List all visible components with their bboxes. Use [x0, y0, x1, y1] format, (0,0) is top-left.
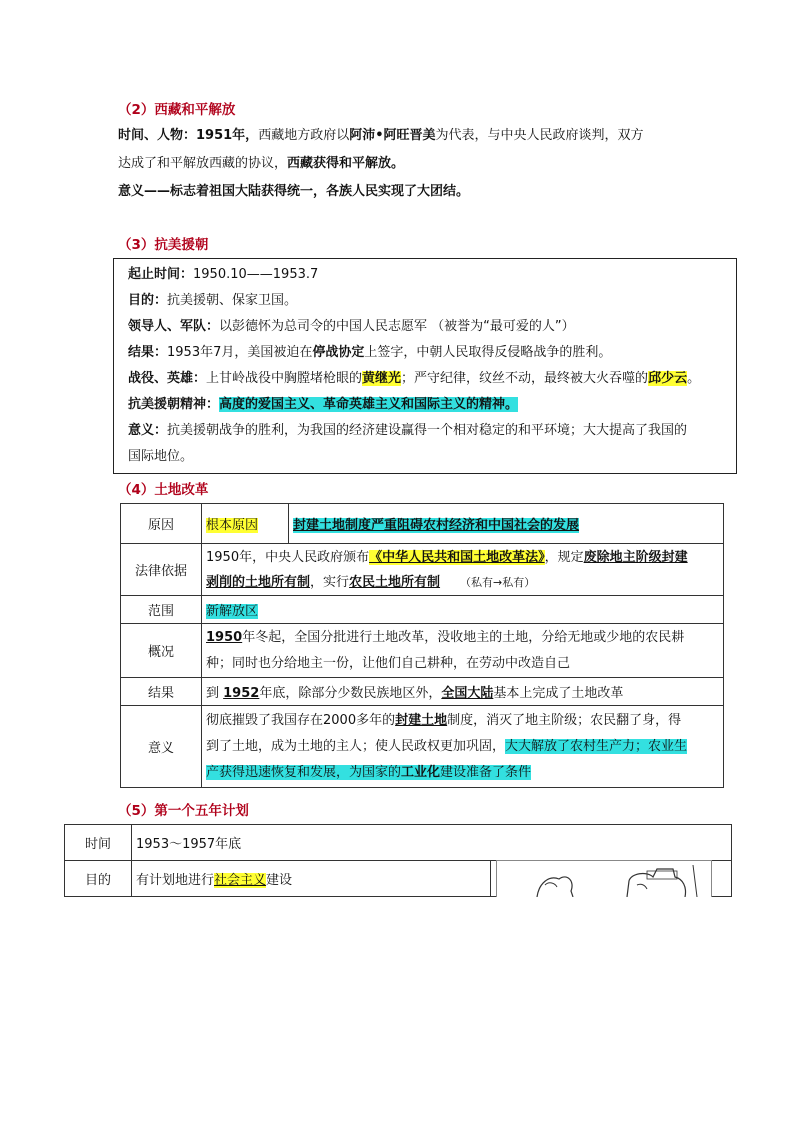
sec2-liberation: 西藏获得和平解放。 — [287, 156, 405, 171]
sec2-time-person: 时间、人物：1951年， — [118, 128, 259, 143]
sec2-representative: 阿沛•阿旺晋美 — [349, 128, 436, 143]
sec3-spirit-highlight: 高度的爱国主义、革命英雄主义和国际主义的精神。 — [219, 397, 519, 412]
row-label-cause: 原因 — [121, 504, 202, 544]
row-label-significance: 意义 — [121, 706, 202, 788]
table-row: 概况 1950年冬起，全国分批进行土地改革，没收地主的土地，分给无地或少地的农民耕 种；同时也分给地主一份，让他们自己耕种，在劳动中改造自己 — [121, 624, 724, 678]
sec2-line-2: 达成了和平解放西藏的协议，西藏获得和平解放。 — [118, 156, 405, 171]
scope-value: 新解放区 — [206, 604, 259, 619]
sec3-meaning: 意义：抗美援朝战争的胜利，为我国的经济建设赢得一个相对稳定的和平环境；大大提高了我国的 — [128, 423, 688, 438]
row-label-legal: 法律依据 — [121, 544, 202, 596]
hero-huang-jiguang: 黄继光 — [362, 371, 402, 386]
sec3-leader: 领导人、军队：以彭德怀为总司令的中国人民志愿军 （被誉为“最可爱的人”） — [128, 319, 575, 334]
plan-time-value: 1953～1957年底 — [132, 825, 732, 861]
land-reform-law: 《中华人民共和国土地改革法》 — [369, 549, 545, 565]
cartoon-sketch-icon — [497, 861, 711, 897]
section-2-title: （2）西藏和平解放 — [118, 102, 236, 118]
table-row: 结果 到 1952年底，除部分少数民族地区外，全国大陆基本上完成了土地改革 — [121, 678, 724, 706]
table-row: 意义 彻底摧毁了我国存在2000多年的封建土地制度，消灭了地主阶级；农民翻了身，得 到了土地，成为土地的主人；使人民政权更加巩固，大大解放了农村生产力；农业生 产获得迅速恢复和发展，为国家的工业化建设准备了条件 — [121, 706, 724, 788]
root-cause-label: 根本原因 — [206, 518, 259, 533]
cartoon-illustration — [496, 860, 712, 897]
table-row — [121, 596, 724, 624]
sec3-result: 结果：1953年7月，美国被迫在停战协定上签字，中朝人民取得反侵略战争的胜利。 — [128, 345, 612, 360]
section-5-title: （5）第一个五年计划 — [118, 803, 249, 819]
root-cause-value: 封建土地制度严重阻碍农村经济和中国社会的发展 — [293, 518, 580, 533]
sec3-time: 起止时间：1950.10——1953.7 — [128, 267, 319, 282]
sec3-meaning-cont: 国际地位。 — [128, 449, 194, 464]
row-label-overview: 概况 — [121, 624, 202, 678]
row-label-scope: 范围 — [121, 596, 202, 624]
table-row — [121, 504, 724, 544]
sec3-spirit: 抗美援朝精神：高度的爱国主义、革命英雄主义和国际主义的精神。 — [128, 397, 519, 412]
table-row — [65, 825, 732, 861]
land-reform-table — [120, 503, 724, 788]
hero-qiu-shaoyun: 邱少云 — [648, 371, 688, 386]
section-3-title: （3）抗美援朝 — [118, 237, 209, 253]
sec3-goal: 目的：抗美援朝、保家卫国。 — [128, 293, 298, 308]
sec3-box — [113, 258, 737, 474]
row-label-result: 结果 — [121, 678, 202, 706]
table-row: 法律依据 1950年，中央人民政府颁布《中华人民共和国土地改革法》，规定废除地主阶级封建 剥削的土地所有制，实行农民土地所有制 （私有→私有） — [121, 544, 724, 596]
sec2-meaning: 意义——标志着祖国大陆获得统一，各族人民实现了大团结。 — [118, 184, 470, 199]
row-label-goal: 目的 — [65, 861, 132, 897]
table-row: 目的 有计划地进行社会主义建设 — [65, 861, 732, 897]
row-label-time: 时间 — [65, 825, 132, 861]
sec3-heroes: 战役、英雄：上甘岭战役中胸膛堵枪眼的黄继光；严守纪律，纹丝不动，最终被大火吞噬的邱少云。 — [128, 371, 701, 386]
section-4-title: （4）土地改革 — [118, 482, 209, 498]
sec2-line-1: 时间、人物：1951年，西藏地方政府以阿沛•阿旺晋美为代表，与中央人民政府谈判，双方 — [118, 128, 644, 143]
